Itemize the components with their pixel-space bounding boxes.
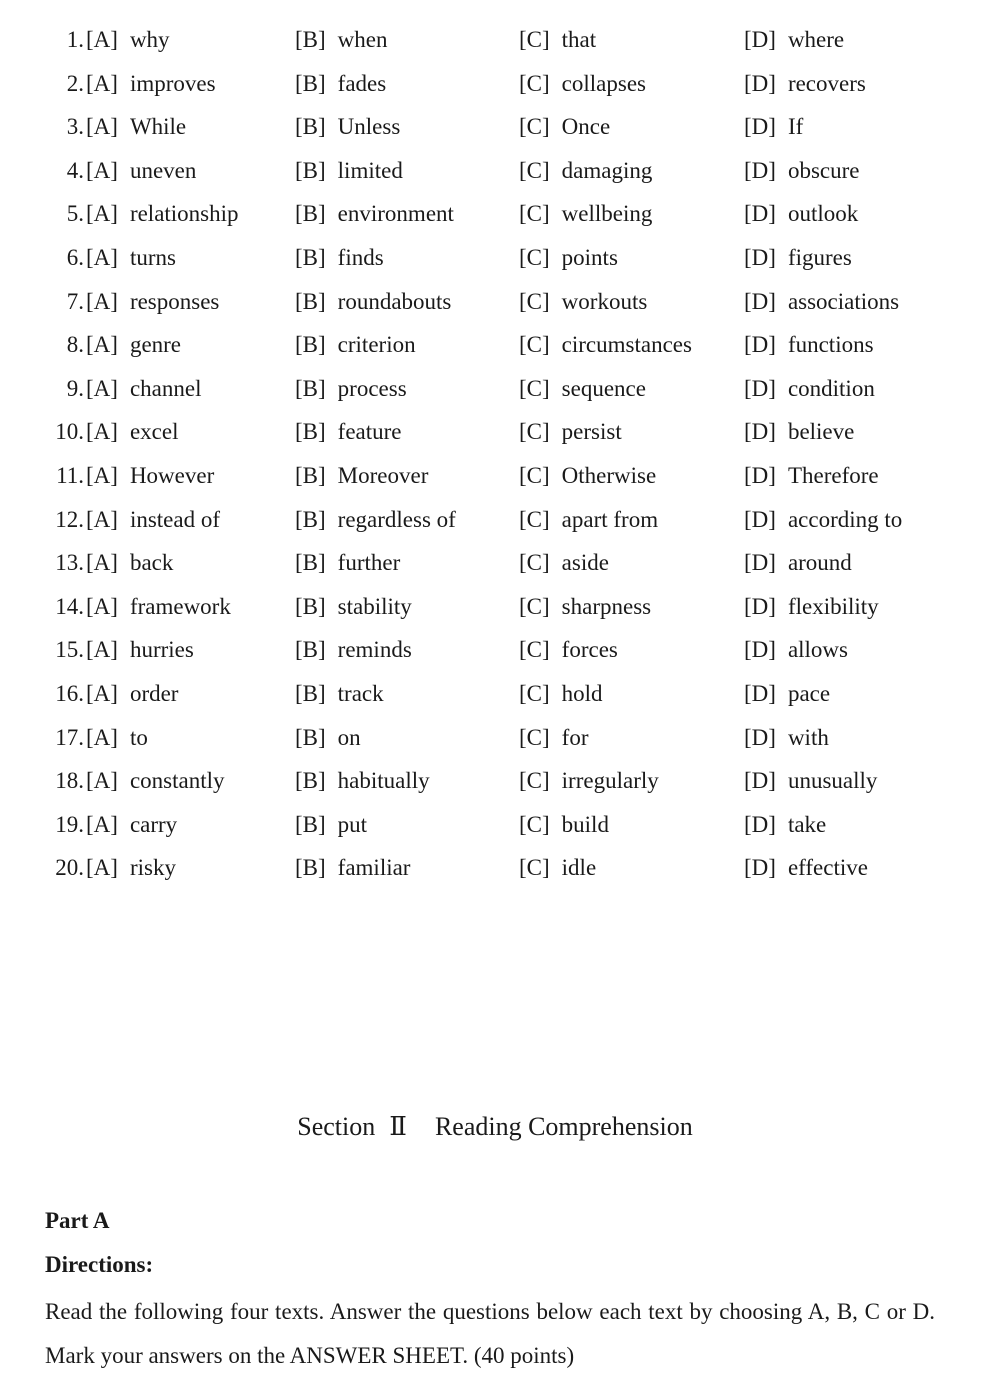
option-text: build [561, 811, 609, 837]
option-a [86, 149, 196, 193]
option-letter: [A] [86, 550, 118, 576]
option-b [295, 498, 456, 542]
option-d [744, 192, 858, 236]
part-a-heading: Part A [45, 1208, 110, 1233]
option-b [295, 803, 367, 847]
option-letter: [D] [744, 462, 776, 488]
question-number: 10. [55, 419, 84, 445]
option-text: forces [561, 637, 618, 663]
option-b [295, 149, 403, 193]
option-text: for [561, 724, 589, 750]
option-letter: [A] [86, 811, 118, 837]
option-text: finds [337, 244, 384, 270]
option-c [519, 585, 651, 629]
option-d [744, 803, 826, 847]
question-row [0, 672, 990, 716]
question-row [0, 18, 990, 62]
question-row [0, 541, 990, 585]
option-a [86, 192, 239, 236]
option-text: persist [561, 419, 622, 445]
section-heading: Reading Comprehension [434, 1112, 693, 1141]
option-text: that [561, 27, 597, 52]
question-number: 16. [55, 680, 84, 706]
option-d [744, 454, 879, 498]
option-letter: [D] [744, 332, 776, 358]
question-row [0, 585, 990, 629]
question-number: 19. [55, 811, 84, 837]
option-letter: [D] [744, 506, 776, 532]
option-c [519, 672, 603, 716]
option-a [86, 585, 231, 629]
option-a [86, 105, 186, 149]
option-letter: [D] [744, 157, 776, 183]
question-number: 4. [66, 157, 84, 183]
option-c [519, 628, 618, 672]
option-text: take [787, 811, 827, 837]
question-row [0, 149, 990, 193]
question-row [0, 846, 990, 890]
option-b [295, 62, 386, 106]
option-text: further [337, 550, 401, 576]
question-number: 6. [66, 244, 84, 270]
option-text: outlook [787, 201, 859, 227]
question-row [0, 498, 990, 542]
option-c [519, 498, 658, 542]
option-d [744, 280, 899, 324]
option-c [519, 541, 609, 585]
option-a [86, 236, 176, 280]
option-d [744, 410, 854, 454]
option-text: damaging [561, 157, 653, 183]
option-a [86, 672, 178, 716]
option-letter: [B] [295, 419, 326, 445]
option-letter: [D] [744, 288, 776, 314]
option-letter: [C] [519, 593, 550, 619]
section-word: Section [297, 1112, 376, 1141]
option-d [744, 541, 852, 585]
option-text: relationship [129, 201, 239, 227]
option-letter: [A] [86, 506, 118, 532]
option-letter: [D] [744, 637, 776, 663]
question-number: 3. [66, 114, 84, 140]
option-text: instead of [129, 506, 220, 532]
option-letter: [D] [744, 593, 776, 619]
option-letter: [A] [86, 419, 118, 445]
option-d [744, 846, 868, 890]
option-text: on [337, 724, 361, 750]
option-letter: [B] [295, 157, 326, 183]
option-text: reminds [337, 637, 412, 663]
option-letter: [A] [86, 114, 118, 140]
option-text: obscure [787, 157, 860, 183]
option-letter: [C] [519, 637, 550, 663]
option-d [744, 498, 902, 542]
option-letter: [A] [86, 201, 118, 227]
question-row [0, 410, 990, 454]
option-text: collapses [561, 70, 646, 96]
option-text: risky [129, 855, 176, 881]
option-letter: [C] [519, 419, 550, 445]
option-text: track [337, 680, 384, 706]
option-text: sequence [561, 375, 646, 401]
question-number: 2. [66, 70, 84, 96]
option-c [519, 18, 596, 62]
option-text: recovers [787, 70, 866, 96]
option-letter: [B] [295, 332, 326, 358]
option-letter: [B] [295, 114, 326, 140]
option-d [744, 367, 875, 411]
option-c [519, 149, 652, 193]
option-letter: [B] [295, 811, 326, 837]
option-a [86, 759, 224, 803]
option-text: Unless [337, 114, 401, 140]
option-text: fades [337, 70, 387, 96]
option-c [519, 454, 656, 498]
option-text: figures [787, 244, 852, 270]
option-letter: [A] [86, 724, 118, 750]
question-row [0, 803, 990, 847]
option-letter: [C] [519, 157, 550, 183]
option-text: why [129, 27, 170, 52]
option-a [86, 18, 170, 62]
option-text: circumstances [561, 332, 692, 358]
question-row [0, 192, 990, 236]
option-b [295, 410, 402, 454]
option-letter: [A] [86, 157, 118, 183]
option-d [744, 323, 874, 367]
option-text: regardless of [337, 506, 456, 532]
option-text: Moreover [337, 462, 429, 488]
option-text: Once [561, 114, 611, 140]
option-d [744, 149, 859, 193]
question-number: 8. [66, 332, 84, 358]
option-d [744, 628, 848, 672]
option-letter: [D] [744, 550, 776, 576]
option-letter: [B] [295, 855, 326, 881]
option-letter: [B] [295, 680, 326, 706]
option-c [519, 323, 692, 367]
option-b [295, 18, 388, 62]
option-c [519, 236, 618, 280]
option-text: idle [561, 855, 597, 881]
option-a [86, 628, 194, 672]
section-numeral: Ⅱ [389, 1112, 407, 1141]
option-text: limited [337, 157, 403, 183]
option-text: carry [129, 811, 178, 837]
option-text: workouts [561, 288, 648, 314]
option-text: roundabouts [337, 288, 452, 314]
option-c [519, 105, 610, 149]
option-a [86, 846, 176, 890]
option-text: hold [561, 680, 603, 706]
question-number: 9. [66, 375, 84, 401]
question-row [0, 280, 990, 324]
option-a [86, 454, 214, 498]
option-letter: [C] [519, 768, 550, 794]
option-b [295, 846, 410, 890]
option-letter: [D] [744, 724, 776, 750]
option-c [519, 367, 646, 411]
option-letter: [B] [295, 593, 326, 619]
option-letter: [C] [519, 70, 550, 96]
option-letter: [C] [519, 27, 550, 52]
option-letter: [D] [744, 855, 776, 881]
option-text: when [337, 27, 388, 52]
option-letter: [D] [744, 27, 776, 52]
option-d [744, 759, 877, 803]
question-number: 17. [55, 724, 84, 750]
option-letter: [B] [295, 375, 326, 401]
option-text: responses [129, 288, 220, 314]
option-letter: [C] [519, 680, 550, 706]
option-letter: [C] [519, 724, 550, 750]
option-a [86, 498, 220, 542]
option-text: effective [787, 855, 868, 881]
option-b [295, 716, 361, 760]
option-text: aside [561, 550, 609, 576]
option-letter: [B] [295, 288, 326, 314]
option-b [295, 236, 384, 280]
option-letter: [C] [519, 288, 550, 314]
option-text: familiar [337, 855, 411, 881]
option-letter: [D] [744, 680, 776, 706]
option-text: where [787, 27, 845, 52]
option-b [295, 628, 412, 672]
option-text: stability [337, 593, 412, 619]
option-text: flexibility [787, 593, 879, 619]
option-letter: [A] [86, 288, 118, 314]
option-text: order [129, 680, 179, 706]
option-b [295, 105, 400, 149]
option-letter: [B] [295, 724, 326, 750]
option-letter: [C] [519, 375, 550, 401]
question-number: 1. [66, 27, 84, 52]
option-letter: [B] [295, 550, 326, 576]
option-text: Therefore [787, 462, 879, 488]
option-letter: [D] [744, 114, 776, 140]
option-text: believe [787, 419, 855, 445]
question-row [0, 236, 990, 280]
option-letter: [D] [744, 244, 776, 270]
question-number: 5. [66, 201, 84, 227]
option-text: condition [787, 375, 875, 401]
option-a [86, 323, 181, 367]
option-b [295, 323, 416, 367]
option-text: channel [129, 375, 202, 401]
option-letter: [D] [744, 811, 776, 837]
option-text: unusually [787, 768, 878, 794]
directions-label: Directions: [45, 1252, 154, 1277]
option-c [519, 192, 652, 236]
option-letter: [C] [519, 462, 550, 488]
option-text: put [337, 811, 368, 837]
option-a [86, 410, 178, 454]
option-letter: [B] [295, 637, 326, 663]
option-text: process [337, 375, 407, 401]
option-letter: [D] [744, 70, 776, 96]
option-letter: [B] [295, 462, 326, 488]
option-text: If [787, 114, 804, 140]
option-d [744, 672, 830, 716]
option-letter: [A] [86, 244, 118, 270]
option-d [744, 585, 879, 629]
option-b [295, 672, 384, 716]
option-text: However [129, 462, 215, 488]
option-d [744, 105, 803, 149]
option-letter: [B] [295, 768, 326, 794]
option-letter: [A] [86, 332, 118, 358]
option-text: habitually [337, 768, 430, 794]
option-letter: [C] [519, 332, 550, 358]
option-text: constantly [129, 768, 225, 794]
question-number: 13. [55, 550, 84, 576]
option-c [519, 280, 647, 324]
option-b [295, 280, 451, 324]
option-text: excel [129, 419, 179, 445]
option-letter: [C] [519, 550, 550, 576]
option-a [86, 716, 148, 760]
option-text: points [561, 244, 618, 270]
question-number: 14. [55, 593, 84, 619]
option-letter: [D] [744, 375, 776, 401]
option-a [86, 280, 219, 324]
question-number: 7. [66, 288, 84, 314]
option-text: uneven [129, 157, 197, 183]
option-text: to [129, 724, 148, 750]
option-letter: [D] [744, 419, 776, 445]
question-number: 11. [56, 462, 84, 488]
option-text: sharpness [561, 593, 652, 619]
option-text: back [129, 550, 174, 576]
option-b [295, 759, 430, 803]
option-text: genre [129, 332, 182, 358]
option-letter: [C] [519, 855, 550, 881]
option-letter: [C] [519, 244, 550, 270]
option-letter: [C] [519, 506, 550, 532]
option-letter: [A] [86, 855, 118, 881]
option-text: according to [787, 506, 903, 532]
option-letter: [A] [86, 375, 118, 401]
option-text: improves [129, 70, 216, 96]
option-text: hurries [129, 637, 194, 663]
section-title [0, 1112, 990, 1142]
option-letter: [B] [295, 244, 326, 270]
option-c [519, 803, 609, 847]
option-text: feature [337, 419, 402, 445]
question-row [0, 716, 990, 760]
option-letter: [B] [295, 27, 326, 52]
option-letter: [D] [744, 768, 776, 794]
question-row [0, 454, 990, 498]
option-c [519, 410, 622, 454]
option-text: apart from [561, 506, 659, 532]
option-b [295, 541, 400, 585]
option-text: framework [129, 593, 231, 619]
option-letter: [A] [86, 70, 118, 96]
option-text: functions [787, 332, 874, 358]
option-text: around [787, 550, 852, 576]
question-number: 20. [55, 855, 84, 881]
directions-text: Read the following four texts. Answer the questions below each text by choosing A, B, C or D. Mark your answers on the ANSWER SHEET. (40 points) [45, 1299, 935, 1368]
question-row [0, 62, 990, 106]
option-c [519, 716, 589, 760]
option-letter: [A] [86, 462, 118, 488]
question-row [0, 367, 990, 411]
question-row [0, 628, 990, 672]
question-row [0, 323, 990, 367]
option-text: associations [787, 288, 900, 314]
option-letter: [A] [86, 593, 118, 619]
option-text: While [129, 114, 187, 140]
option-letter: [B] [295, 70, 326, 96]
option-b [295, 454, 428, 498]
option-a [86, 62, 216, 106]
option-a [86, 367, 201, 411]
question-number: 12. [55, 506, 84, 532]
option-text: wellbeing [561, 201, 653, 227]
option-letter: [A] [86, 27, 118, 52]
question-number: 15. [55, 637, 84, 663]
option-letter: [D] [744, 201, 776, 227]
option-text: with [787, 724, 829, 750]
option-text: criterion [337, 332, 416, 358]
option-a [86, 541, 173, 585]
option-d [744, 716, 829, 760]
option-text: pace [787, 680, 831, 706]
option-letter: [C] [519, 811, 550, 837]
option-c [519, 62, 646, 106]
option-d [744, 62, 866, 106]
option-text: environment [337, 201, 454, 227]
option-a [86, 803, 177, 847]
option-letter: [C] [519, 114, 550, 140]
option-d [744, 236, 852, 280]
question-number: 18. [55, 768, 84, 794]
question-row [0, 759, 990, 803]
option-text: Otherwise [561, 462, 657, 488]
option-d [744, 18, 844, 62]
option-text: allows [787, 637, 848, 663]
question-row [0, 105, 990, 149]
option-b [295, 585, 412, 629]
option-text: turns [129, 244, 176, 270]
option-letter: [B] [295, 201, 326, 227]
options-list [0, 18, 990, 890]
option-letter: [B] [295, 506, 326, 532]
option-letter: [A] [86, 637, 118, 663]
option-b [295, 367, 407, 411]
option-letter: [A] [86, 680, 118, 706]
option-b [295, 192, 454, 236]
option-letter: [C] [519, 201, 550, 227]
option-text: irregularly [561, 768, 659, 794]
option-c [519, 759, 659, 803]
option-letter: [A] [86, 768, 118, 794]
option-c [519, 846, 596, 890]
